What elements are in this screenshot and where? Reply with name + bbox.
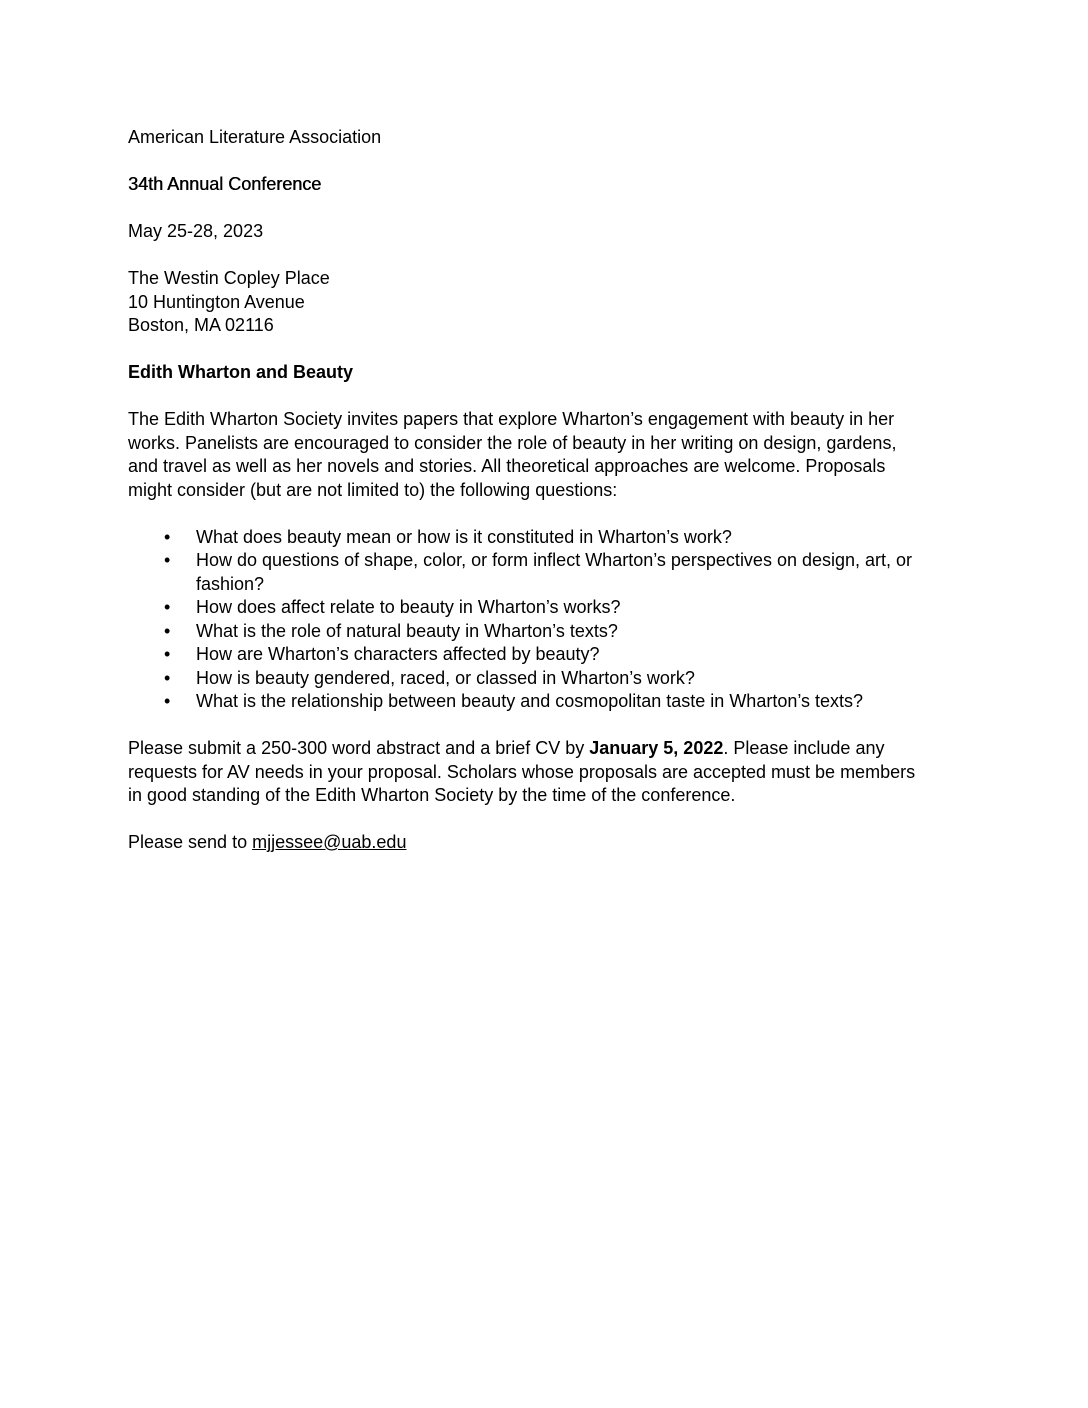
bullet-icon: • [164,597,171,617]
bullet-icon: • [164,691,171,711]
question-item [128,643,968,667]
submission-line: requests for AV needs in your proposal. Scholars whose proposals are accepted must be members [128,761,916,782]
intro-line: might consider (but are not limited to) the following questions: [128,479,618,500]
submission-line [128,737,970,761]
question-list [128,526,970,714]
question-item [128,620,968,644]
question-item [128,526,968,550]
submission-paragraph [128,737,970,808]
question-text: What is the role of natural beauty in Wharton’s texts? [196,620,618,641]
contact-line [128,831,970,855]
conference-dates: May 25-28, 2023 [128,221,264,241]
question-item [128,667,968,691]
venue-city: Boston, MA 02116 [128,315,274,335]
submission-text: Please submit a 250-300 word abstract and a brief CV by [128,738,590,758]
submission-line: in good standing of the Edith Wharton Society by the time of the conference. [128,785,736,805]
intro-line: and travel as well as her novels and stories. All theoretical approaches are welcome. Proposals [128,456,886,476]
bullet-icon: • [164,667,171,688]
question-item [128,549,968,596]
submission-deadline: January 5, 2022 [589,738,724,758]
question-text: How are Wharton’s characters affected by beauty? [196,644,600,664]
question-text: How do questions of shape, color, or form inflect Wharton’s perspectives on design, art, or fashion? [196,550,913,594]
venue-name: The Westin Copley Place [128,268,330,288]
bullet-icon: • [164,526,171,547]
venue-street: 10 Huntington Avenue [128,291,305,312]
bullet-icon: • [164,644,171,664]
intro-line: works. Panelists are encouraged to consider the role of beauty in her writing on design, gardens, [128,432,897,453]
conference-title: 34th Annual Conference [128,174,322,194]
question-text: How is beauty gendered, raced, or classed in Wharton’s work? [196,667,695,688]
venue-address-block [128,267,970,338]
cfp-intro-paragraph [128,408,970,502]
cfp-title: Edith Wharton and Beauty [128,362,353,382]
contact-text: Please send to [128,832,253,852]
submission-text: . Please include any [723,738,885,758]
question-item [128,596,968,620]
email-link[interactable]: mjjessee@uab.edu [252,832,407,852]
question-item [128,690,968,714]
bullet-icon: • [164,550,171,570]
bullet-icon: • [164,620,171,641]
question-text: How does affect relate to beauty in Wharton’s works? [196,597,621,617]
question-text: What does beauty mean or how is it constituted in Wharton’s work? [196,526,732,547]
org-line: American Literature Association [128,127,382,147]
question-text: What is the relationship between beauty and cosmopolitan taste in Wharton’s texts? [196,691,864,711]
intro-line: The Edith Wharton Society invites papers that explore Wharton’s engagement with beauty in her [128,409,895,429]
